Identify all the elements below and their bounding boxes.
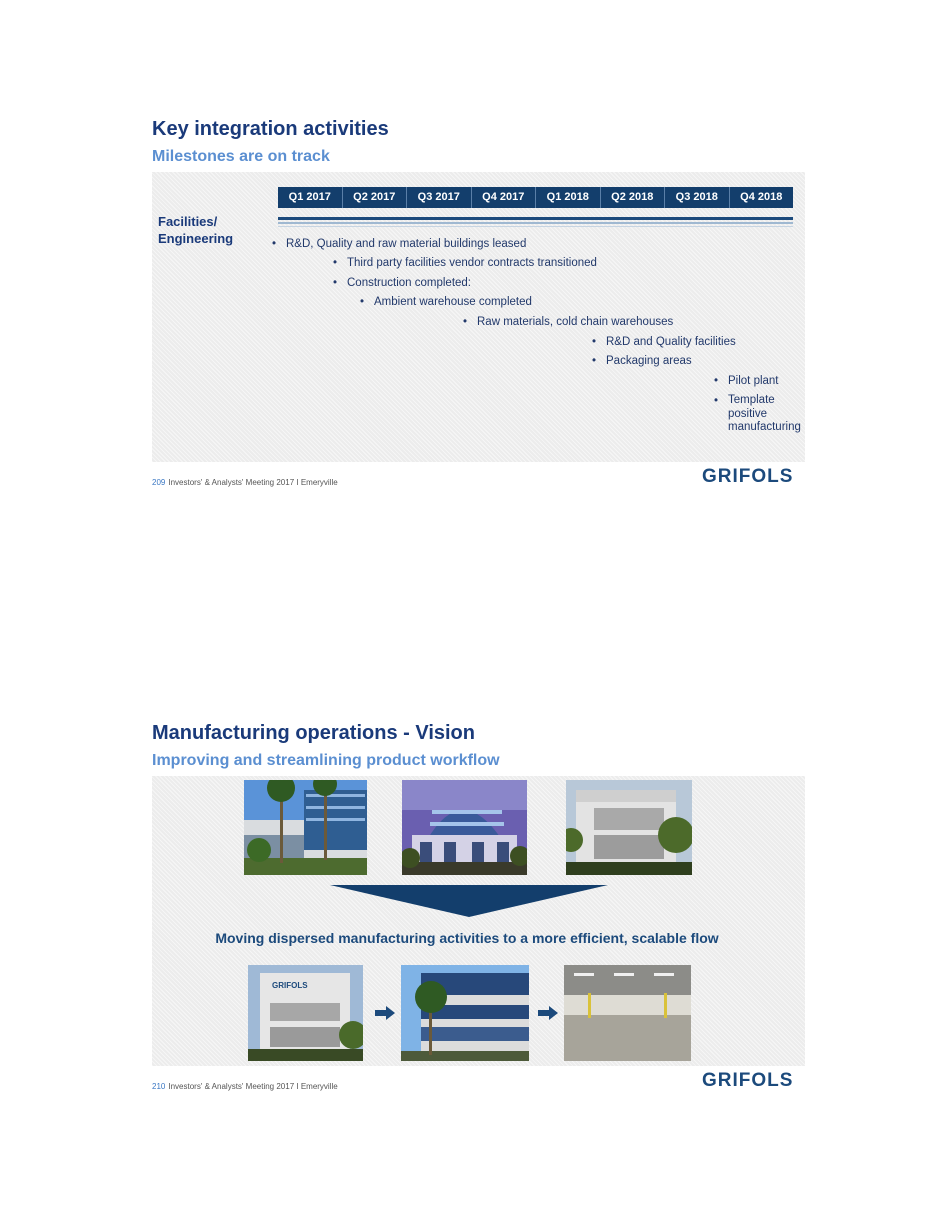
building-photo-white bbox=[566, 780, 692, 875]
page-number: 209 bbox=[152, 478, 166, 487]
quarter-header bbox=[278, 187, 793, 208]
section-label-line: Engineering bbox=[158, 231, 234, 246]
vision-caption: Moving dispersed manufacturing activities to a more efficient, scalable flow bbox=[215, 930, 719, 946]
slide-manufacturing-vision bbox=[0, 700, 935, 1120]
bullet-icon: • bbox=[463, 316, 468, 328]
quarter-cell: Q4 2018 bbox=[740, 191, 783, 203]
milestone-item: • Template positive manufacturing bbox=[714, 394, 801, 433]
milestone-item: • Raw materials, cold chain warehouses bbox=[463, 316, 674, 328]
bullet-icon: • bbox=[333, 277, 338, 289]
milestone-item: • Pilot plant bbox=[714, 375, 779, 387]
right-arrow-icon bbox=[375, 1006, 395, 1020]
bullet-icon: • bbox=[714, 395, 719, 407]
quarter-cell: Q1 2018 bbox=[536, 187, 601, 208]
footer bbox=[152, 478, 338, 487]
slide-subtitle: Milestones are on track bbox=[152, 148, 330, 165]
grifols-logo: GRIFOLS bbox=[702, 1070, 794, 1091]
slide-subtitle: Improving and streamlining product workflow bbox=[152, 752, 500, 769]
building-photo-palms bbox=[244, 780, 367, 875]
right-arrow-icon bbox=[538, 1006, 558, 1020]
timeline-rule bbox=[278, 226, 793, 227]
quarter-cell: Q2 2017 bbox=[343, 187, 408, 208]
quarter-cell: Q2 2018 bbox=[601, 187, 666, 208]
timeline-rule bbox=[278, 222, 793, 224]
footer bbox=[152, 1082, 338, 1091]
milestone-item: • R&D and Quality facilities bbox=[592, 336, 736, 348]
quarter-cell: Q1 2017 bbox=[278, 187, 343, 208]
footer-text: Investors' & Analysts' Meeting 2017 I Emeryville bbox=[168, 478, 338, 487]
funnel-arrow-icon bbox=[330, 885, 608, 917]
building-sign: GRIFOLS bbox=[272, 981, 308, 990]
milestone-item: • Third party facilities vendor contracts transitioned bbox=[333, 257, 597, 269]
quarter-cell: Q3 2018 bbox=[665, 187, 730, 208]
timeline-rule bbox=[278, 217, 793, 220]
section-label-line: Facilities/ bbox=[158, 214, 218, 229]
warehouse-interior-photo bbox=[564, 965, 691, 1061]
footer-text: Investors' & Analysts' Meeting 2017 I Emeryville bbox=[168, 1082, 338, 1091]
quarter-cell: Q3 2017 bbox=[407, 187, 472, 208]
bullet-icon: • bbox=[592, 355, 597, 367]
slide-title: Key integration activities bbox=[152, 118, 389, 140]
bullet-icon: • bbox=[714, 375, 719, 387]
quarter-cell: Q4 2017 bbox=[472, 187, 537, 208]
page-number: 210 bbox=[152, 1082, 166, 1091]
bullet-icon: • bbox=[333, 257, 338, 269]
bullet-icon: • bbox=[272, 238, 277, 250]
building-photo-grifols bbox=[248, 965, 363, 1061]
building-photo-blue bbox=[401, 965, 529, 1061]
milestone-item: • Packaging areas bbox=[592, 355, 692, 367]
milestone-item: • R&D, Quality and raw material buildings leased bbox=[272, 238, 527, 250]
bullet-icon: • bbox=[360, 296, 365, 308]
building-photo-glass bbox=[402, 780, 527, 875]
bullet-icon: • bbox=[592, 336, 597, 348]
milestone-item: • Construction completed: bbox=[333, 277, 472, 289]
slide-title: Manufacturing operations - Vision bbox=[152, 722, 475, 744]
slide-key-integration bbox=[0, 0, 935, 520]
grifols-logo: GRIFOLS bbox=[702, 466, 794, 487]
milestone-item: • Ambient warehouse completed bbox=[360, 296, 532, 308]
section-label bbox=[158, 213, 268, 247]
